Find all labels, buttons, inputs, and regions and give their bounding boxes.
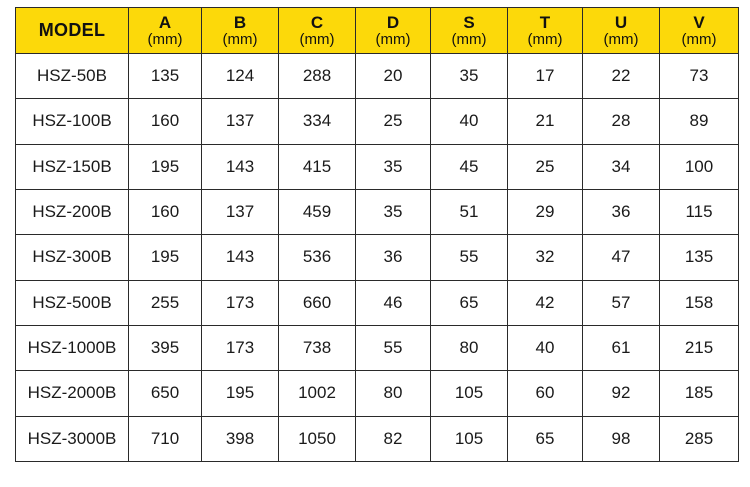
value-cell: 334 [279, 99, 356, 144]
value-cell: 65 [508, 416, 583, 461]
model-cell: HSZ-1000B [16, 325, 129, 370]
value-cell: 80 [431, 325, 508, 370]
column-letter: T [539, 12, 551, 32]
column-header-t [508, 8, 583, 54]
value-cell: 195 [129, 144, 202, 189]
value-cell: 415 [279, 144, 356, 189]
value-cell: 35 [431, 54, 508, 99]
value-cell: 51 [431, 189, 508, 234]
value-cell: 143 [202, 235, 279, 280]
table-row [16, 371, 739, 416]
value-cell: 660 [279, 280, 356, 325]
model-cell: HSZ-500B [16, 280, 129, 325]
value-cell: 47 [583, 235, 660, 280]
value-cell: 61 [583, 325, 660, 370]
value-cell: 21 [508, 99, 583, 144]
value-cell: 20 [356, 54, 431, 99]
value-cell: 173 [202, 280, 279, 325]
column-unit: (mm) [375, 30, 411, 48]
value-cell: 173 [202, 325, 279, 370]
table-row [16, 325, 739, 370]
value-cell: 160 [129, 189, 202, 234]
value-cell: 395 [129, 325, 202, 370]
model-cell: HSZ-100B [16, 99, 129, 144]
column-letter: V [693, 12, 705, 32]
value-cell: 32 [508, 235, 583, 280]
column-header-s [431, 8, 508, 54]
table-row [16, 280, 739, 325]
value-cell: 22 [583, 54, 660, 99]
value-cell: 195 [202, 371, 279, 416]
value-cell: 195 [129, 235, 202, 280]
value-cell: 40 [508, 325, 583, 370]
value-cell: 650 [129, 371, 202, 416]
value-cell: 135 [660, 235, 739, 280]
value-cell: 82 [356, 416, 431, 461]
value-cell: 105 [431, 371, 508, 416]
column-header-v [660, 8, 739, 54]
table-body [16, 54, 739, 462]
value-cell: 57 [583, 280, 660, 325]
column-letter: C [310, 12, 324, 32]
model-cell: HSZ-3000B [16, 416, 129, 461]
value-cell: 60 [508, 371, 583, 416]
value-cell: 35 [356, 189, 431, 234]
table-row [16, 99, 739, 144]
value-cell: 98 [583, 416, 660, 461]
table-row [16, 189, 739, 234]
value-cell: 105 [431, 416, 508, 461]
value-cell: 80 [356, 371, 431, 416]
value-cell: 55 [431, 235, 508, 280]
value-cell: 25 [508, 144, 583, 189]
value-cell: 738 [279, 325, 356, 370]
column-header-d [356, 8, 431, 54]
column-header-model: MODEL [16, 8, 129, 54]
value-cell: 36 [356, 235, 431, 280]
column-unit: (mm) [222, 30, 258, 48]
specification-table [15, 7, 739, 462]
value-cell: 89 [660, 99, 739, 144]
value-cell: 143 [202, 144, 279, 189]
value-cell: 45 [431, 144, 508, 189]
value-cell: 28 [583, 99, 660, 144]
value-cell: 40 [431, 99, 508, 144]
column-unit: (mm) [451, 30, 487, 48]
value-cell: 29 [508, 189, 583, 234]
value-cell: 215 [660, 325, 739, 370]
header-row [16, 8, 739, 54]
value-cell: 1002 [279, 371, 356, 416]
value-cell: 135 [129, 54, 202, 99]
column-unit: (mm) [147, 30, 183, 48]
value-cell: 25 [356, 99, 431, 144]
value-cell: 42 [508, 280, 583, 325]
table-row [16, 144, 739, 189]
column-letter: A [158, 12, 172, 32]
model-cell: HSZ-300B [16, 235, 129, 280]
column-letter: B [233, 12, 247, 32]
value-cell: 46 [356, 280, 431, 325]
value-cell: 158 [660, 280, 739, 325]
column-header-c [279, 8, 356, 54]
column-unit: (mm) [603, 30, 639, 48]
value-cell: 73 [660, 54, 739, 99]
value-cell: 710 [129, 416, 202, 461]
value-cell: 35 [356, 144, 431, 189]
column-letter: S [463, 12, 475, 32]
value-cell: 17 [508, 54, 583, 99]
value-cell: 92 [583, 371, 660, 416]
value-cell: 34 [583, 144, 660, 189]
table-header [16, 8, 739, 54]
table-row [16, 416, 739, 461]
column-letter: D [386, 12, 400, 32]
value-cell: 285 [660, 416, 739, 461]
value-cell: 65 [431, 280, 508, 325]
value-cell: 160 [129, 99, 202, 144]
value-cell: 398 [202, 416, 279, 461]
model-cell: HSZ-2000B [16, 371, 129, 416]
column-header-b [202, 8, 279, 54]
column-unit: (mm) [299, 30, 335, 48]
value-cell: 459 [279, 189, 356, 234]
value-cell: 137 [202, 99, 279, 144]
column-header-u [583, 8, 660, 54]
value-cell: 115 [660, 189, 739, 234]
value-cell: 536 [279, 235, 356, 280]
value-cell: 185 [660, 371, 739, 416]
column-unit: (mm) [681, 30, 717, 48]
model-cell: HSZ-200B [16, 189, 129, 234]
value-cell: 36 [583, 189, 660, 234]
column-unit: (mm) [527, 30, 563, 48]
table-row [16, 235, 739, 280]
value-cell: 124 [202, 54, 279, 99]
column-header-a [129, 8, 202, 54]
column-letter: U [614, 12, 628, 32]
value-cell: 288 [279, 54, 356, 99]
value-cell: 1050 [279, 416, 356, 461]
model-cell: HSZ-150B [16, 144, 129, 189]
value-cell: 55 [356, 325, 431, 370]
model-cell: HSZ-50B [16, 54, 129, 99]
value-cell: 137 [202, 189, 279, 234]
value-cell: 255 [129, 280, 202, 325]
table-row [16, 54, 739, 99]
value-cell: 100 [660, 144, 739, 189]
